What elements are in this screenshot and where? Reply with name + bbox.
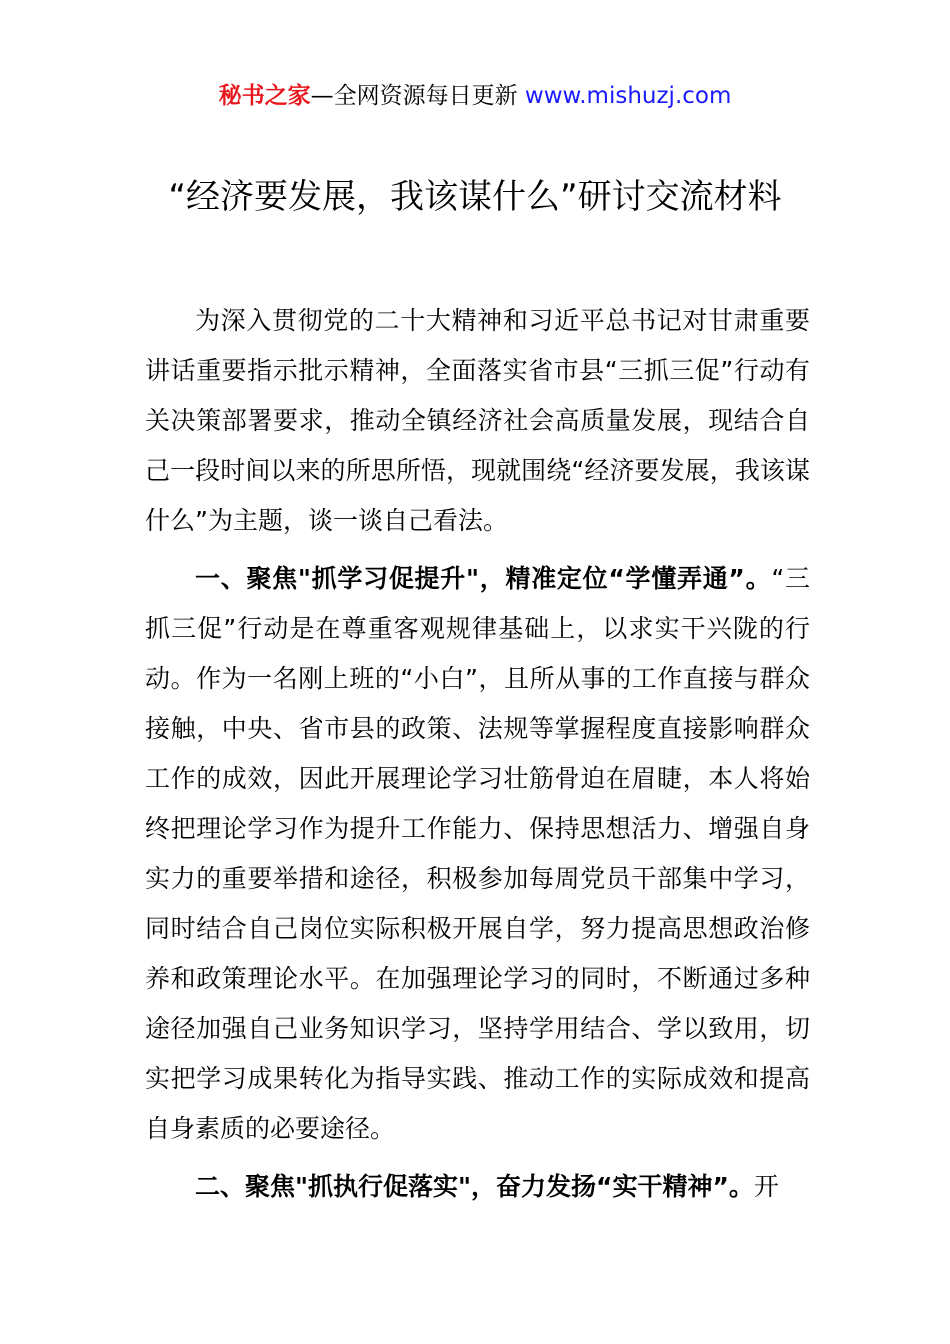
section-2-body: 开 bbox=[753, 1172, 779, 1201]
document-body bbox=[145, 296, 810, 1220]
section-2 bbox=[145, 1162, 810, 1212]
site-brand: 秘书之家 bbox=[218, 83, 311, 109]
section-1-heading: 一、聚焦"抓学习促提升"，精准定位“学懂弄通”。 bbox=[195, 564, 772, 593]
document-title: “经济要发展，我该谋什么”研讨交流材料 bbox=[168, 177, 782, 217]
site-tagline: —全网资源每日更新 bbox=[310, 83, 525, 109]
section-2-heading: 二、聚焦"抓执行促落实"，奋力发扬“实干精神”。 bbox=[195, 1172, 754, 1201]
section-1-body: “三抓三促”行动是在尊重客观规律基础上，以求实干兴陇的行动。作为一名刚上班的“小白”，且所从事的工作直接与群众接触，中央、省市县的政策、法规等掌握程度直接影响群众工作的成效，因此开展理论学习壮筋骨迫在眉睫，本人将始终把理论学习作为提升工作能力、保持思想活力、增强自身实力的重要举措和途径，积极参加每周党员干部集中学习，同时结合自己岗位实际积极开展自学，努力提高思想政治修养和政策理论水平。在加强理论学习的同时，不断通过多种途径加强自己业务知识学习，坚持学用结合、学以致用，切实把学习成果转化为指导实践、推动工作的实际成效和提高自身素质的必要途径。 bbox=[145, 564, 811, 1143]
site-url-link[interactable]: www.mishuzj.com bbox=[524, 83, 732, 109]
site-header bbox=[0, 80, 950, 112]
intro-paragraph: 为深入贯彻党的二十大精神和习近平总书记对甘肃重要讲话重要指示批示精神，全面落实省市县“三抓三促”行动有关决策部署要求，推动全镇经济社会高质量发展，现结合自己一段时间以来的所思所悟，现就围绕“经济要发展，我该谋什么”为主题，谈一谈自己看法。 bbox=[145, 306, 810, 535]
section-1 bbox=[145, 554, 810, 1154]
